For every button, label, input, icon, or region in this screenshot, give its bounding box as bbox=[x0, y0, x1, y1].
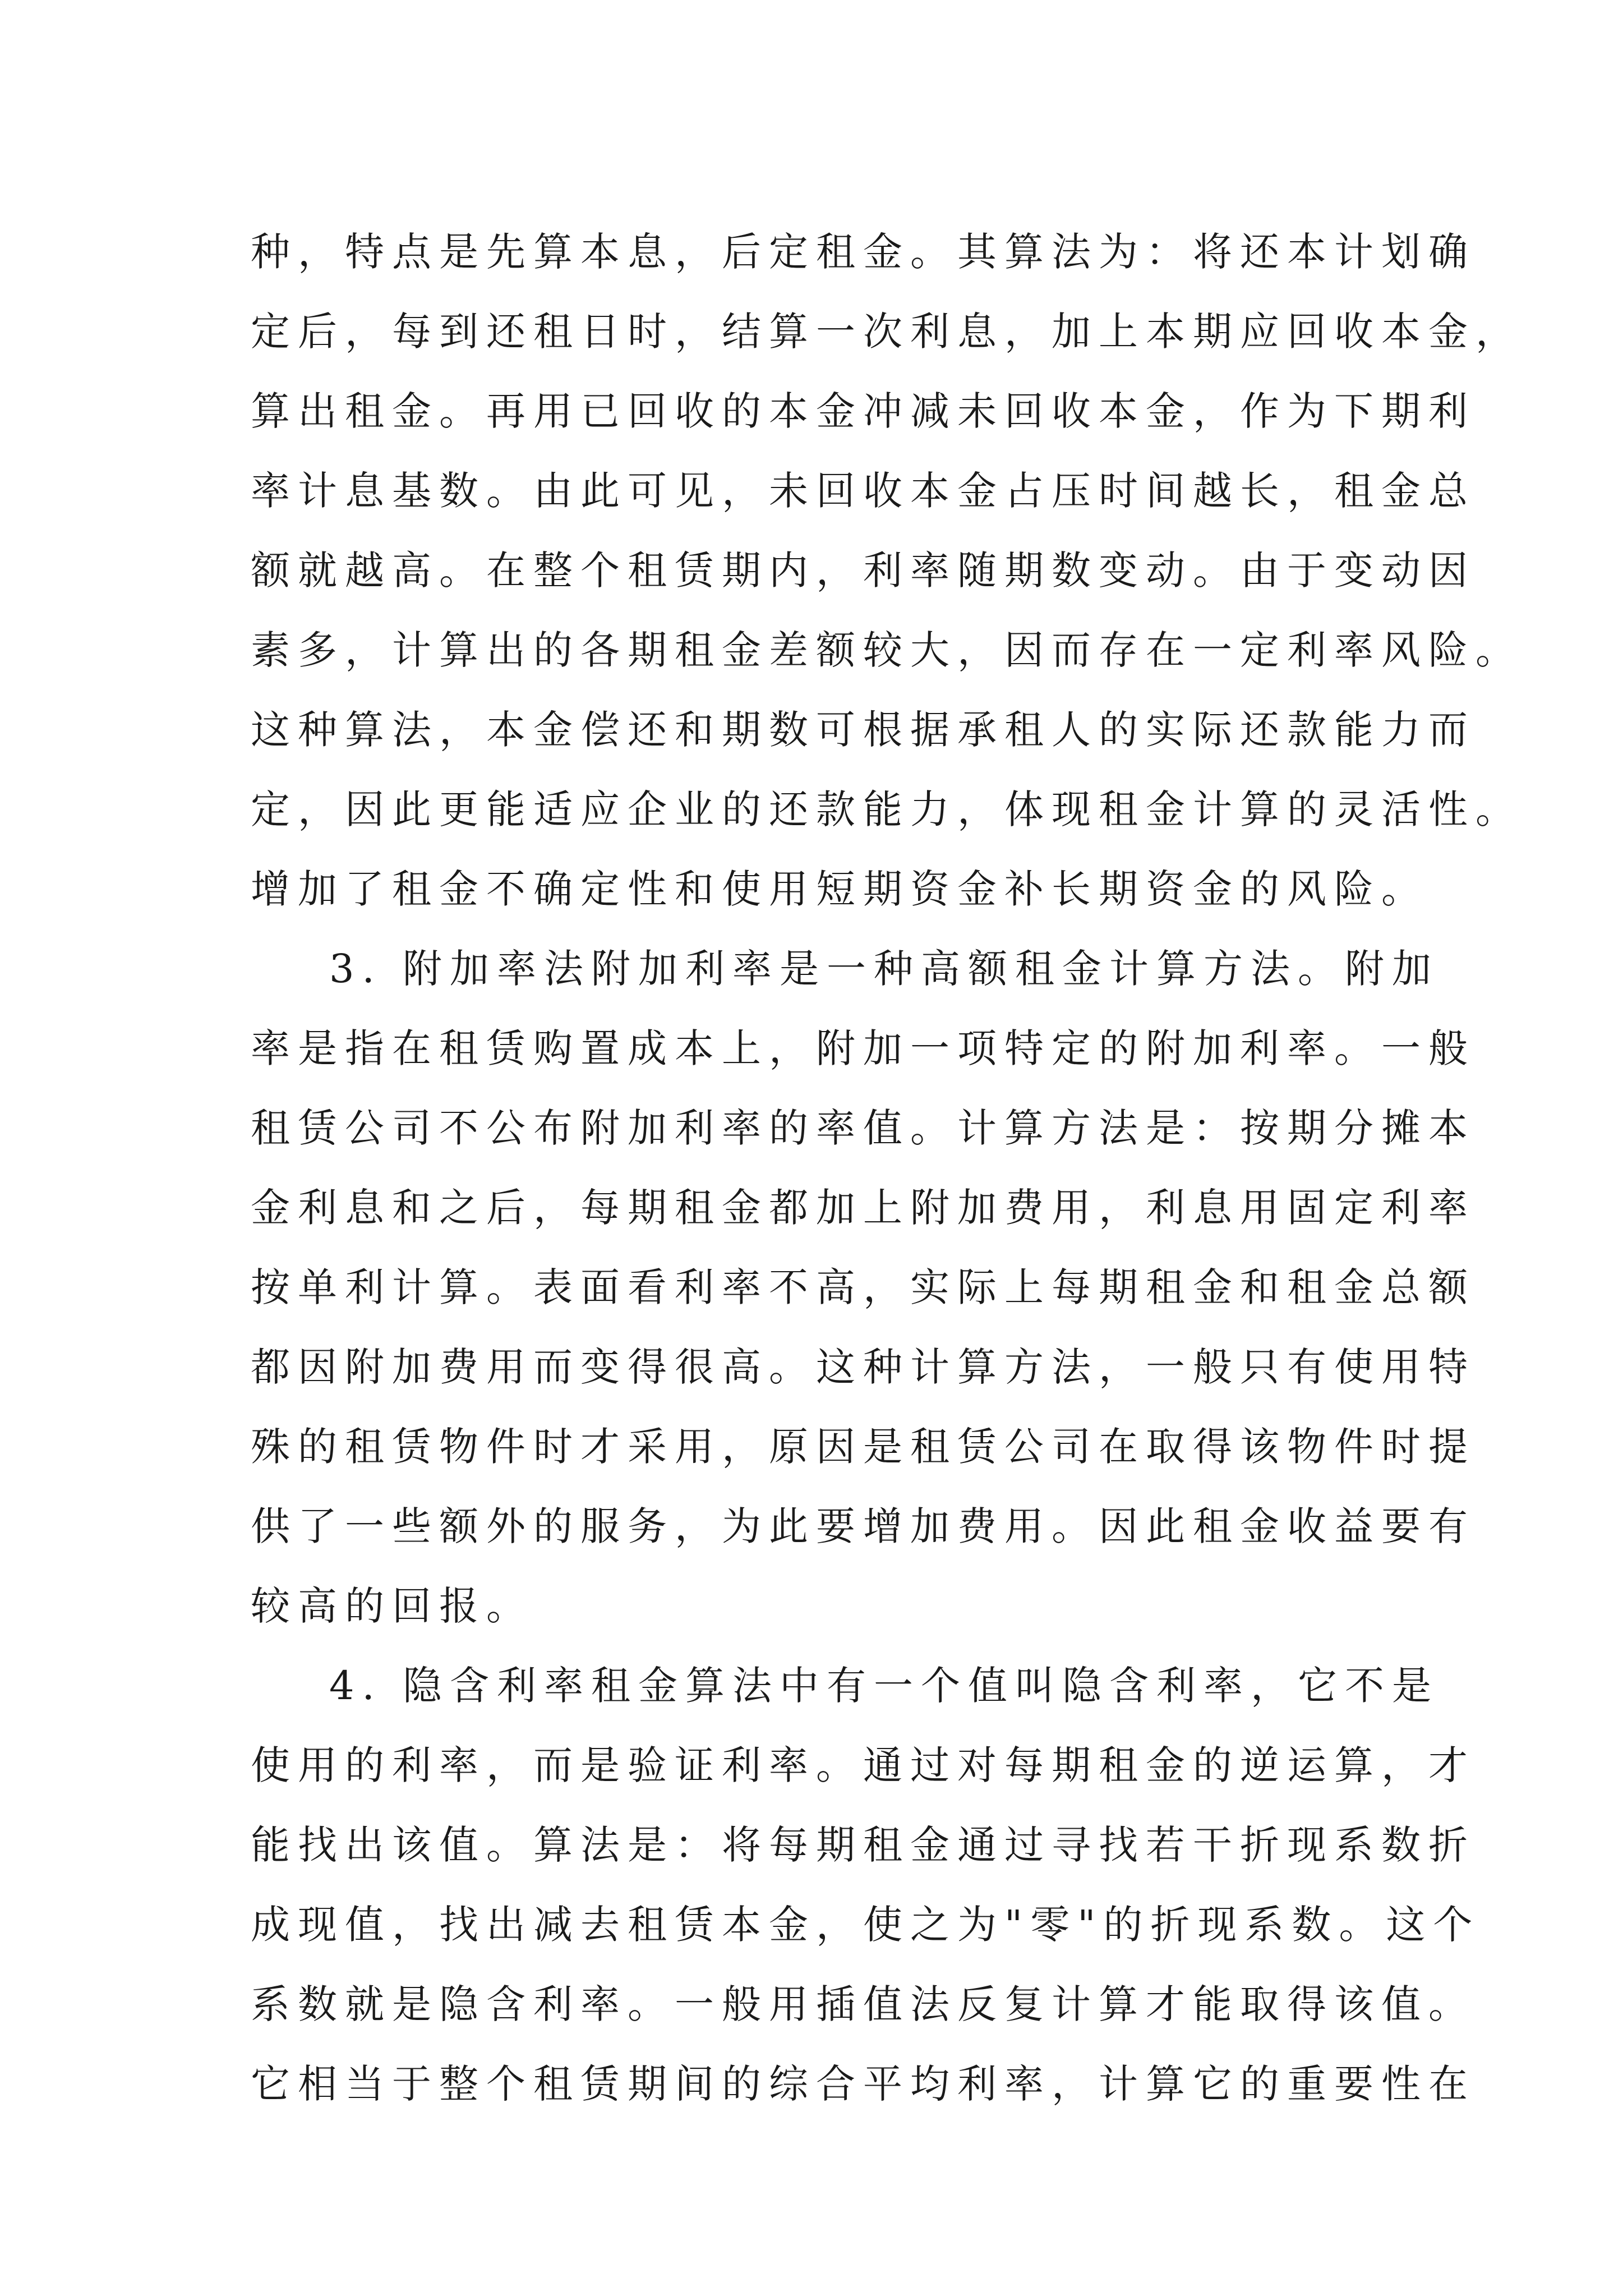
text-line: 种，特点是先算本息，后定租金。其算法为：将还本计划确 bbox=[251, 229, 1476, 275]
text-line: 较高的回报。 bbox=[251, 1583, 533, 1629]
text-line: 素多，计算出的各期租金差额较大，因而存在一定利率风险。 bbox=[251, 627, 1523, 673]
text-line: 按单利计算。表面看利率不高，实际上每期租金和租金总额 bbox=[251, 1264, 1476, 1310]
text-line: 率计息基数。由此可见，未回收本金占压时间越长，租金总 bbox=[251, 468, 1476, 514]
paragraph-3-first-line: 3. 附加率法附加利率是一种高额租金计算方法。附加 bbox=[329, 946, 1440, 992]
text-line: 金利息和之后，每期租金都加上附加费用，利息用固定利率 bbox=[251, 1185, 1476, 1231]
text-line: 定后，每到还租日时，结算一次利息，加上本期应回收本金， bbox=[251, 309, 1523, 355]
text-line: 使用的利率，而是验证利率。通过对每期租金的逆运算，才 bbox=[251, 1742, 1476, 1788]
text-line: 定，因此更能适应企业的还款能力，体现租金计算的灵活性。 bbox=[251, 786, 1523, 832]
text-line: 租赁公司不公布附加利率的率值。计算方法是：按期分摊本 bbox=[251, 1105, 1476, 1151]
text-line: 成现值，找出减去租赁本金，使之为"零"的折现系数。这个 bbox=[251, 1902, 1481, 1948]
text-line: 它相当于整个租赁期间的综合平均利率，计算它的重要性在 bbox=[251, 2061, 1476, 2107]
text-line: 能找出该值。算法是：将每期租金通过寻找若干折现系数折 bbox=[251, 1822, 1476, 1868]
text-line: 增加了租金不确定性和使用短期资金补长期资金的风险。 bbox=[251, 866, 1428, 912]
text-line: 率是指在租赁购置成本上，附加一项特定的附加利率。一般 bbox=[251, 1025, 1476, 1071]
text-line: 都因附加费用而变得很高。这种计算方法，一般只有使用特 bbox=[251, 1344, 1476, 1390]
text-line: 额就越高。在整个租赁期内，利率随期数变动。由于变动因 bbox=[251, 547, 1476, 593]
text-line: 供了一些额外的服务，为此要增加费用。因此租金收益要有 bbox=[251, 1503, 1476, 1549]
text-line: 这种算法，本金偿还和期数可根据承租人的实际还款能力而 bbox=[251, 707, 1476, 753]
text-line: 算出租金。再用已回收的本金冲减未回收本金，作为下期利 bbox=[251, 388, 1476, 434]
text-line: 殊的租赁物件时才采用，原因是租赁公司在取得该物件时提 bbox=[251, 1424, 1476, 1470]
text-line: 系数就是隐含利率。一般用插值法反复计算才能取得该值。 bbox=[251, 1981, 1476, 2027]
paragraph-4-first-line: 4. 隐含利率租金算法中有一个值叫隐含利率，它不是 bbox=[329, 1663, 1440, 1709]
body-text bbox=[251, 212, 1523, 2124]
